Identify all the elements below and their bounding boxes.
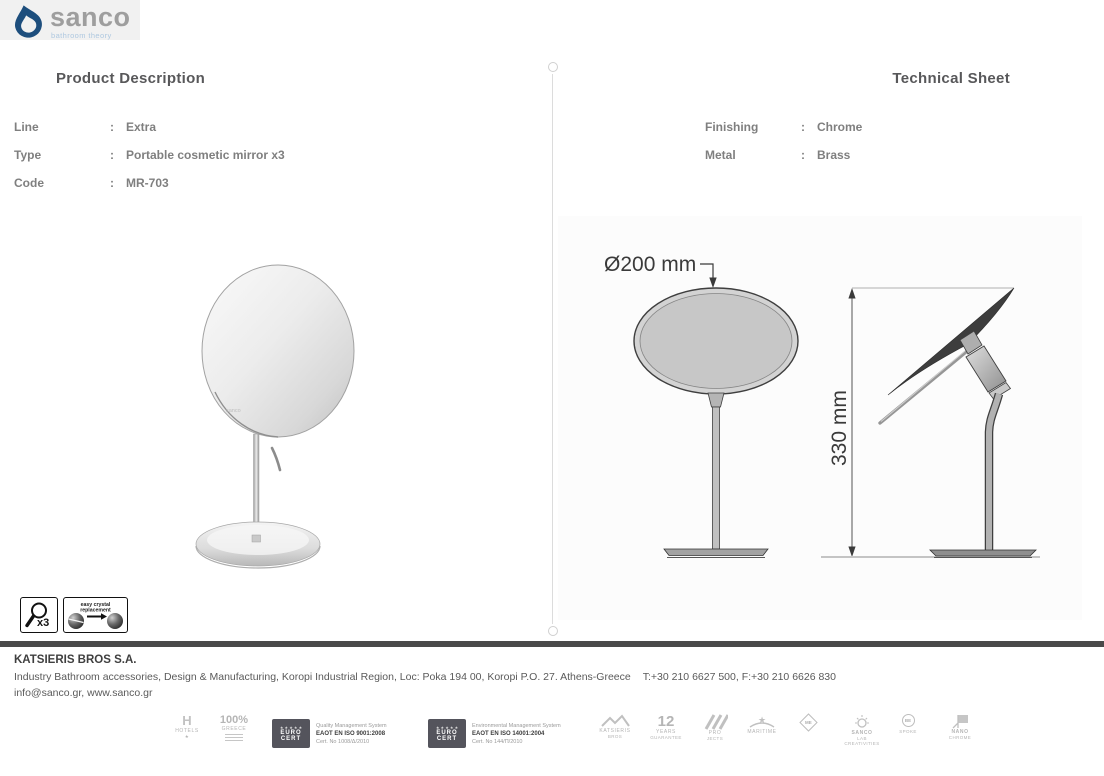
spec-value: Chrome [817, 120, 863, 134]
lightbulb-icon [853, 714, 871, 730]
spec-value: Extra [126, 120, 157, 134]
spec-row-line [14, 120, 285, 148]
spec-row-metal [705, 148, 862, 176]
greece-flag-stripes-icon [225, 732, 243, 741]
cert-quality-text [316, 722, 412, 746]
eurocert-line1: EURO [436, 729, 458, 736]
spec-row-code [14, 176, 285, 200]
eurocert-quality-badge-icon [272, 719, 310, 748]
quality-system-line: Quality Management System [316, 723, 387, 729]
crystal-text-line1: easy crystal [80, 602, 111, 608]
contact-info: info@sanco.gr, www.sanco.gr [14, 687, 153, 699]
spec-label: Type [14, 148, 42, 162]
spec-row-type [14, 148, 285, 176]
lab-line2: LAB [857, 736, 867, 741]
environment-system-line: Environmental Management System [472, 723, 561, 729]
diamond-me-icon [799, 713, 817, 731]
projects-line1: PRO [708, 730, 722, 736]
spec-label: Code [14, 176, 44, 190]
phone-numbers: T:+30 210 6627 500, F:+30 210 6626 830 [642, 671, 836, 683]
footer-divider-bar [0, 641, 1104, 647]
magnification-label: x3 [37, 617, 50, 629]
hotels-icon: H [182, 713, 192, 728]
spec-label: Line [14, 120, 39, 134]
katsieris-line1: KATSIERIS [599, 728, 631, 734]
quality-iso-line: EAOT EN ISO 9001:2008 [316, 731, 386, 737]
diameter-dimension-label: Ø200 mm [604, 253, 697, 276]
projects-line2: JECTS [706, 736, 724, 741]
spec-separator: : [801, 148, 805, 162]
address-text: Industry Bathroom accessories, Design & Manufacturing, Koropi Industrial Region, Loc: Poka 194 00, Koropi P.O. 27. Athens-Greece [14, 671, 631, 683]
cert-maritime [740, 714, 784, 735]
years-number: 12 [657, 713, 675, 730]
brand-name: sanco [50, 2, 131, 32]
eurocert-environment-badge-icon [428, 719, 466, 748]
svg-text:★: ★ [757, 715, 767, 725]
spec-value: MR-703 [126, 176, 169, 190]
bespoke-spoke: SPOKE [899, 729, 917, 734]
hotels-label: HOTELS [175, 728, 199, 734]
cert-bespoke [888, 714, 928, 734]
eurocert-line1: EURO [280, 729, 302, 736]
brand-tagline: bathroom theory [51, 31, 112, 40]
spec-separator: : [110, 176, 114, 190]
spec-separator: : [110, 120, 114, 134]
lab-line1: SANCO [851, 730, 873, 736]
mirror-watermark: sanco [226, 408, 241, 414]
lab-line3: CREATIVITIES [844, 741, 880, 746]
easy-crystal-replacement-badge [63, 597, 128, 633]
cert-12-years [646, 714, 686, 740]
product-description-title: Product Description [56, 70, 206, 87]
greece-100-label: 100% [219, 714, 249, 726]
spec-label: Metal [705, 148, 736, 162]
greece-label: GREECE [221, 726, 247, 732]
flag-icon [951, 714, 969, 729]
technical-sheet-title: Technical Sheet [892, 70, 1010, 87]
cert-environment-text [472, 722, 572, 746]
eurocert-stars: ★ ★ ★ ★ ★ [279, 724, 303, 730]
spec-separator: : [801, 120, 805, 134]
crystal-replacement-icon [65, 599, 126, 631]
eurocert-line2: CERT [280, 735, 302, 742]
sanco-logo [0, 0, 140, 40]
diagonal-stripes-icon [702, 714, 728, 730]
cert-sanco-lab [840, 714, 884, 746]
divider-dot-bottom [548, 626, 558, 636]
guarantee-label: GUARANTEE [650, 735, 682, 740]
crystal-text-line2: replacement [80, 607, 111, 614]
eurocert-line2: CERT [436, 735, 458, 742]
nano-line1: NANO [951, 729, 969, 735]
company-address [14, 671, 836, 683]
company-name: KATSIERIS BROS S.A. [14, 654, 137, 666]
spec-row-finishing [705, 120, 862, 148]
cert-katsieris-bros [592, 714, 638, 739]
magnifier-icon [22, 599, 56, 631]
spec-separator: : [110, 148, 114, 162]
cert-me [790, 714, 826, 732]
spec-value: Portable cosmetic mirror x3 [126, 148, 285, 162]
technical-drawing-panel [558, 216, 1082, 620]
maritime-label: MARITIME [747, 729, 777, 735]
technical-specs [705, 120, 862, 176]
product-photo-mirror [120, 252, 420, 582]
spec-value: Brass [817, 148, 851, 162]
spec-label: Finishing [705, 120, 759, 134]
magnification-x3-badge [20, 597, 58, 633]
product-specs [14, 120, 285, 200]
quality-cert-no-line: Cert. No 1008/Δ/2010 [316, 739, 370, 745]
bespoke-be: BE [904, 718, 912, 723]
environment-cert-no-line: Cert. No 144/Π/2010 [472, 739, 523, 745]
water-drop-icon [10, 3, 46, 39]
bespoke-circle-icon [902, 714, 915, 727]
cert-projects [698, 714, 732, 741]
me-label: ME [804, 720, 812, 725]
chrome-line2: CHROME [948, 735, 972, 740]
divider-dot-top [548, 62, 558, 72]
environment-iso-line: EAOT EN ISO 14001:2004 [472, 731, 545, 737]
technical-drawing [558, 216, 1082, 620]
cert-nano-chrome [938, 714, 982, 740]
mountains-icon [600, 714, 630, 728]
katsieris-line2: BROS [607, 734, 623, 739]
hotels-star-icon: ★ [184, 734, 190, 739]
years-label: YEARS [656, 729, 676, 735]
section-divider [552, 74, 553, 624]
cert-hotels [168, 714, 206, 740]
cert-100-greece [212, 714, 256, 741]
height-dimension-label: 330 mm [828, 390, 851, 466]
eurocert-stars: ★ ★ ★ ★ ★ [435, 724, 459, 730]
maritime-star-icon [748, 714, 776, 729]
